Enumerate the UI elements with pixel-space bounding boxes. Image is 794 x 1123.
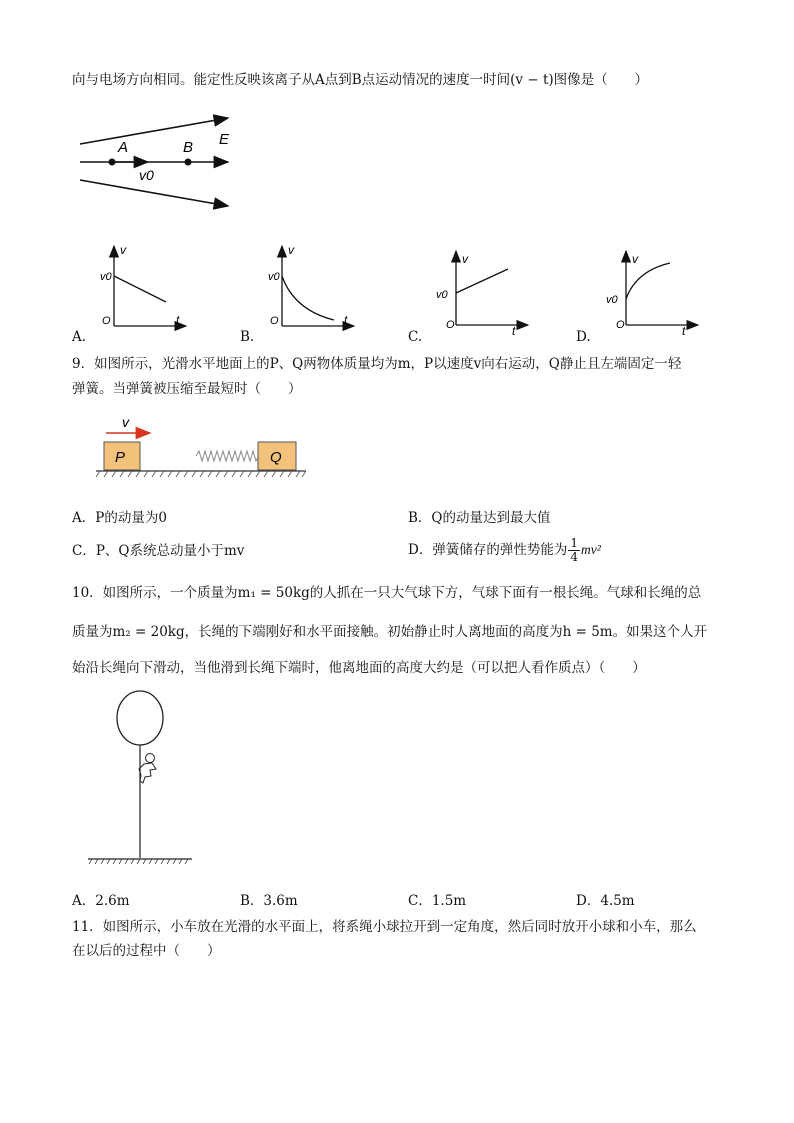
field-label: E xyxy=(219,131,230,148)
q9-figure xyxy=(92,414,312,480)
graph-d-origin: O xyxy=(616,319,625,331)
graph-c-origin: O xyxy=(446,319,455,331)
q9-stem-line-2: 弹簧。当弹簧被压缩至最短时（ ） xyxy=(72,381,302,397)
q10-stem-line-2: 质量为m₂ = 20kg，长绳的下端刚好和水平面接触。初始静止时人离地面的高度为h = 5m。如果这个人开 xyxy=(72,624,708,640)
q10-ground-hatch xyxy=(89,859,188,864)
graph-a-origin: O xyxy=(102,315,111,327)
q9-option-c[interactable]: C．P、Q系统总动量小于mv xyxy=(72,543,245,559)
graph-d-curve xyxy=(626,263,670,299)
q9-velocity-label: v xyxy=(122,414,129,430)
balloon xyxy=(117,691,163,745)
graph-d-letter[interactable]: D. xyxy=(576,329,591,345)
point-b-label: B xyxy=(183,139,194,156)
graph-a-curve xyxy=(114,276,166,302)
graph-a-axis-v: v xyxy=(120,243,126,257)
field-line-top xyxy=(80,118,228,144)
block-p-label: P xyxy=(115,449,126,466)
graph-a-axis-t: t xyxy=(176,313,180,327)
graph-b-axis-v: v xyxy=(288,243,294,257)
graph-c-letter[interactable]: C. xyxy=(408,329,423,345)
q9-option-a[interactable]: A．P的动量为0 xyxy=(72,510,167,526)
graph-c-v0: v0 xyxy=(436,289,448,301)
point-a-dot xyxy=(109,159,116,166)
graph-d-axis-v: v xyxy=(632,252,638,266)
q9-option-b[interactable]: B．Q的动量达到最大值 xyxy=(408,510,551,526)
q10-option-a[interactable]: A．2.6m xyxy=(72,893,130,909)
q10-stem-line-3: 始沿长绳向下滑动，当他滑到长绳下端时，他离地面的高度大约是（可以把人看作质点）（ ） xyxy=(72,660,646,676)
q9-ground-hatch xyxy=(96,471,306,477)
q11-stem-line-1: 11．如图所示，小车放在光滑的水平面上，将系绳小球拉开到一定角度，然后同时放开小球和小车，那么 xyxy=(72,919,697,935)
q9-option-d-tail: mv² xyxy=(580,542,601,557)
graph-d[interactable] xyxy=(608,245,708,345)
block-q-label: Q xyxy=(270,449,282,466)
point-a-label: A xyxy=(118,139,129,156)
graph-b-origin: O xyxy=(270,315,279,327)
q8-field-diagram xyxy=(76,112,256,212)
velocity-label: v0 xyxy=(139,167,154,183)
graph-a[interactable] xyxy=(96,240,196,340)
field-line-bottom xyxy=(80,180,228,206)
graph-a-v0: v0 xyxy=(100,271,112,283)
q10-option-b[interactable]: B．3.6m xyxy=(240,893,298,909)
point-b-dot xyxy=(185,159,192,166)
q10-balloon-figure xyxy=(84,688,204,868)
q9-option-d[interactable] xyxy=(408,534,601,566)
graph-b-axis-t: t xyxy=(344,313,348,327)
q10-option-c[interactable]: C．1.5m xyxy=(408,893,467,909)
graph-b-v0: v0 xyxy=(268,271,280,283)
graph-b-letter[interactable]: B. xyxy=(240,329,255,345)
graph-d-axis-t: t xyxy=(682,324,686,338)
q11-stem-line-2: 在以后的过程中（ ） xyxy=(72,943,221,959)
graph-b[interactable] xyxy=(264,240,364,340)
spring xyxy=(196,451,259,461)
q10-stem-line-1: 10．如图所示，一个质量为m₁ = 50kg的人抓在一只大气球下方，气球下面有一根长绳。气球和长绳的总 xyxy=(72,585,702,601)
graph-c[interactable] xyxy=(438,245,538,345)
graph-d-v0: v0 xyxy=(606,294,618,306)
graph-c-curve xyxy=(456,269,508,293)
graph-c-axis-v: v xyxy=(462,252,468,266)
person-body xyxy=(139,763,156,783)
graph-a-letter[interactable]: A. xyxy=(72,329,87,345)
q10-option-d[interactable]: D．4.5m xyxy=(576,893,635,909)
q8-stem-line: 向与电场方向相同。能定性反映该离子从A点到B点运动情况的速度一时间(v − t)图像是（ ） xyxy=(72,72,649,88)
graph-c-axis-t: t xyxy=(512,324,516,338)
graph-b-curve xyxy=(282,276,334,320)
person-head xyxy=(146,754,155,763)
q9-option-d-prefix: D．弹簧储存的弹性势能为 xyxy=(408,542,568,558)
q9-stem-line-1: 9．如图所示，光滑水平地面上的P、Q两物体质量均为m，P以速度v向右运动，Q静止且左端固定一轻 xyxy=(72,356,682,372)
q9-option-d-fraction: $\frac{1}{4}$ xyxy=(570,536,578,564)
